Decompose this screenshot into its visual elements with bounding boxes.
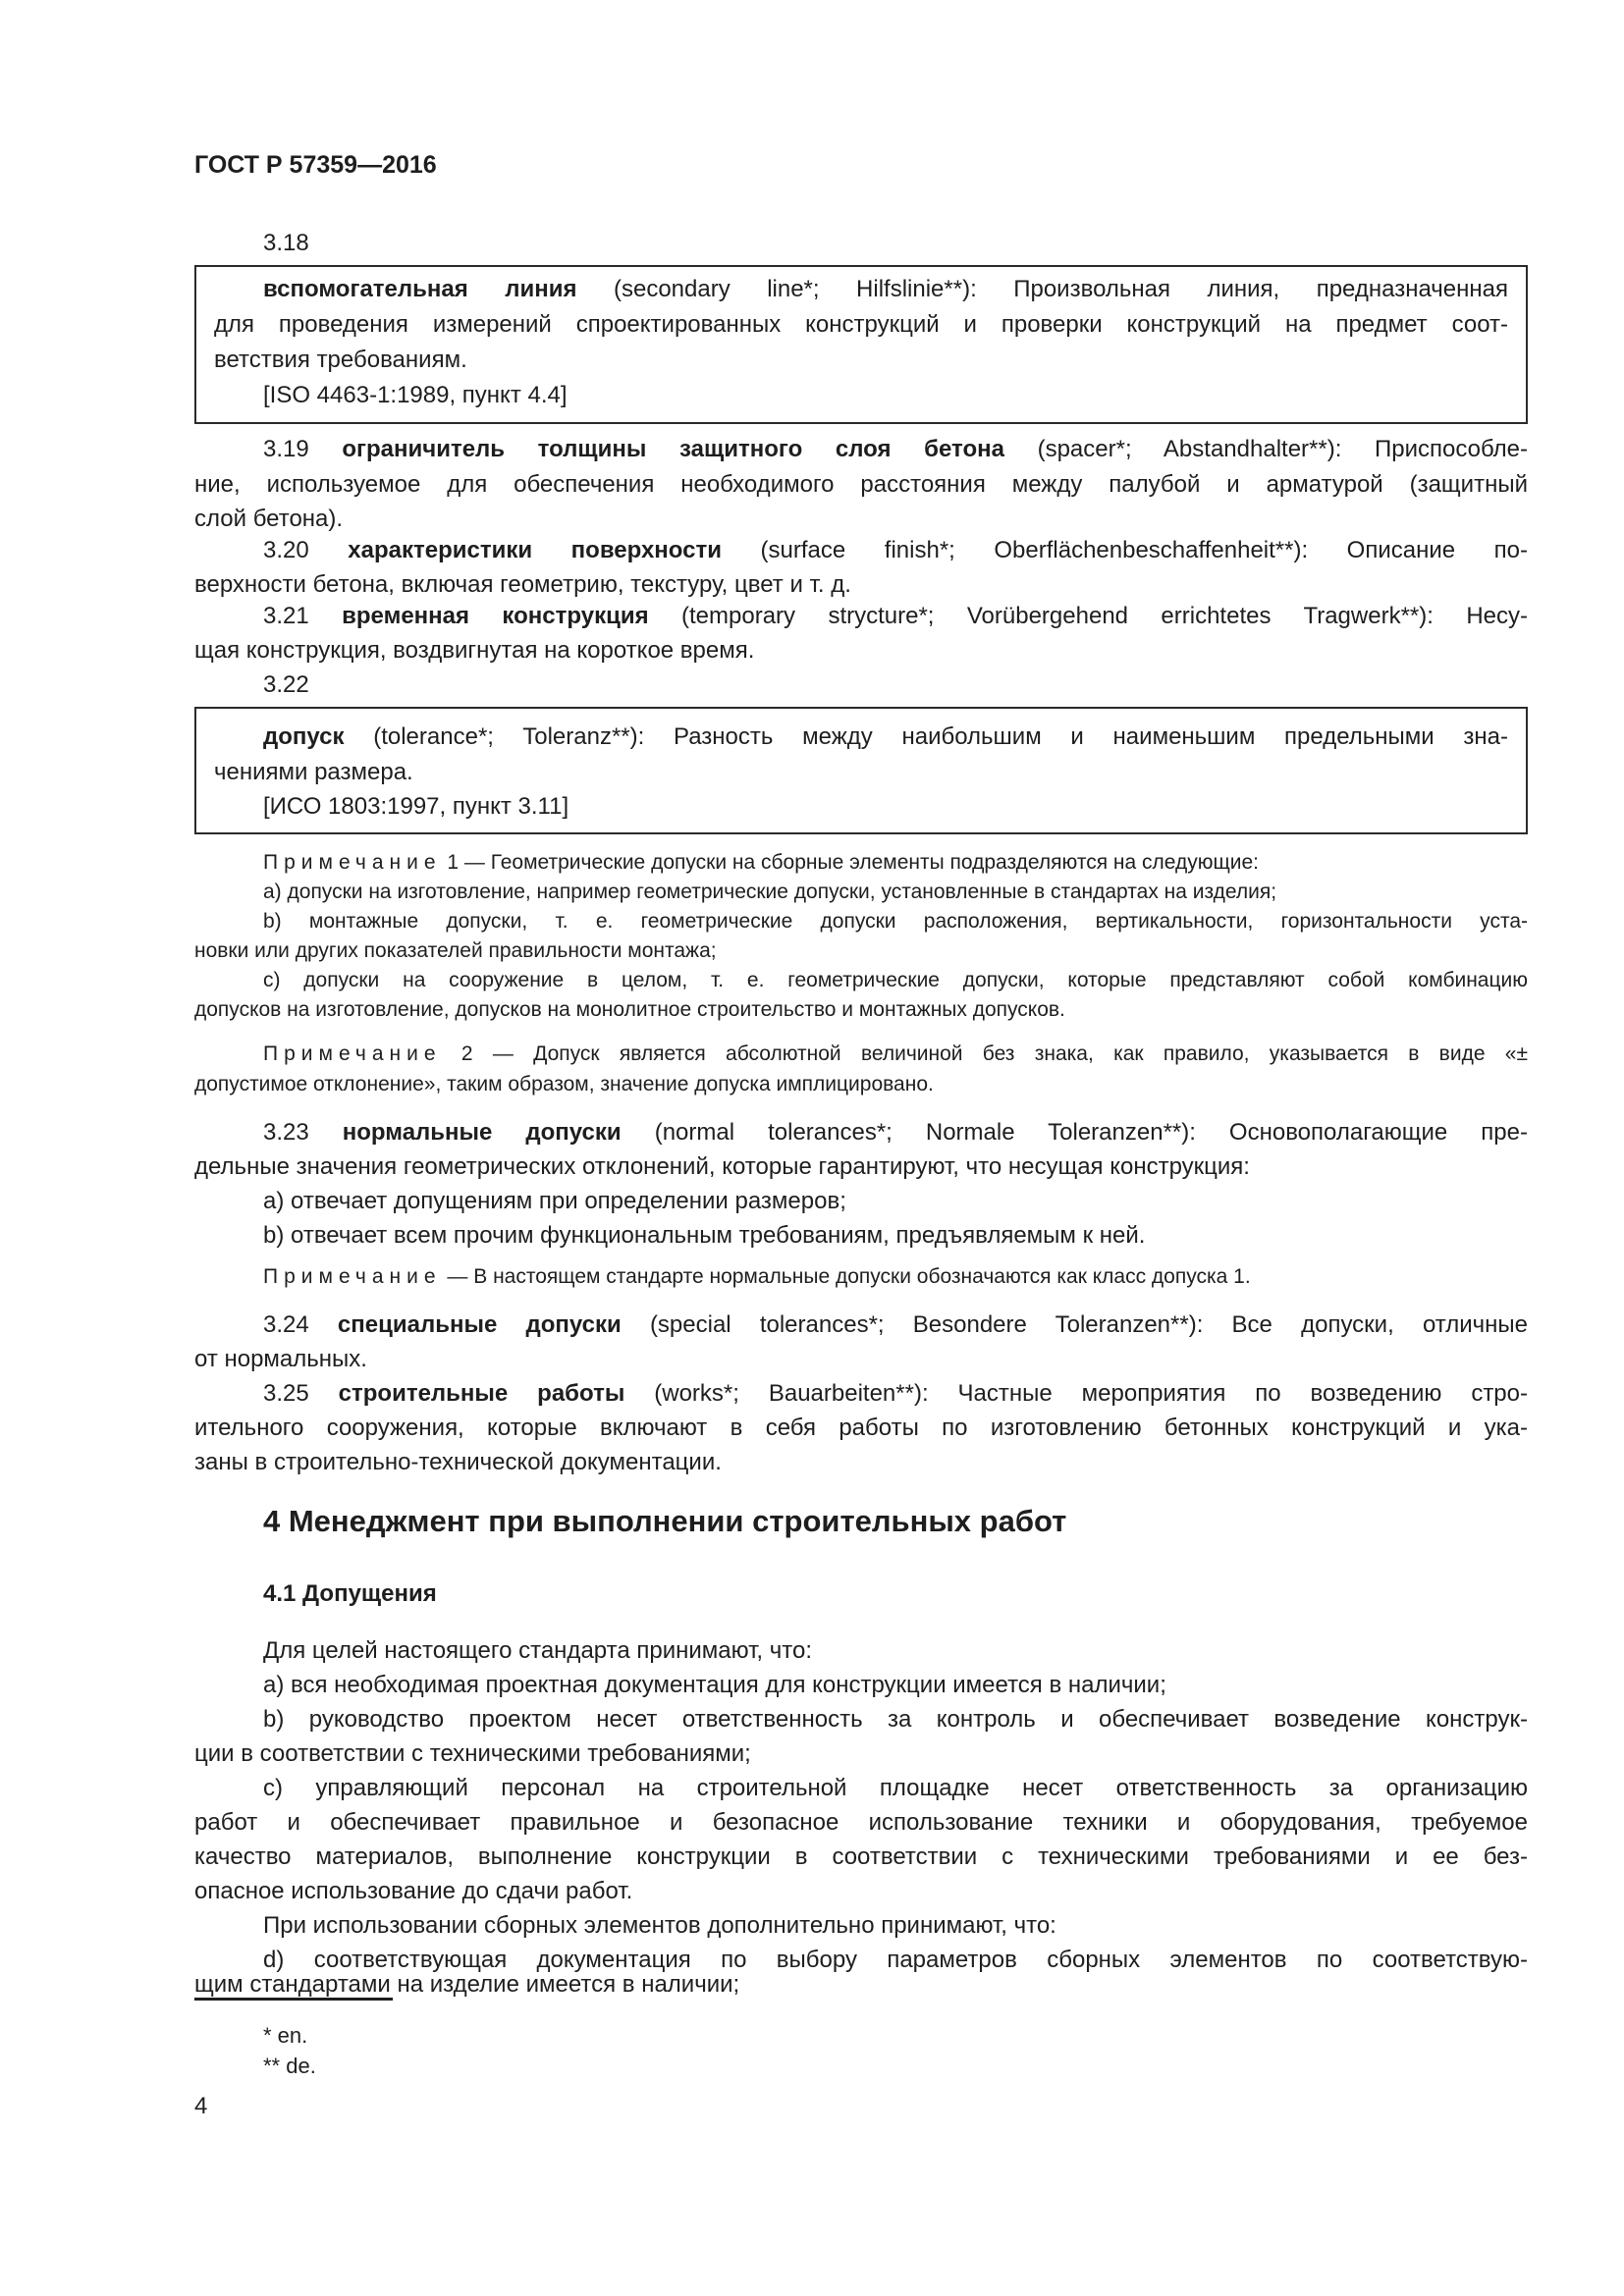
term-3-23-line-1: 3.23 нормальные допуски (normal tolerances*; Normale Toleranzen**): Основополагающие пре- bbox=[263, 1119, 1528, 1146]
note-2-line-2: допустимое отклонение», таким образом, значение допуска имплицировано. bbox=[194, 1073, 934, 1095]
section-4-1-item-c-line-1: c) управляющий персонал на строительной площадке несет ответственность за организацию bbox=[263, 1775, 1528, 1801]
section-4-1-item-d-line-1: d) соответствующая документация по выбору параметров сборных элементов по соответствую- bbox=[263, 1947, 1528, 1973]
term-3-18-reference: [ISO 4463-1:1989, пункт 4.4] bbox=[263, 382, 568, 408]
section-4-1-item-b-line-1: b) руководство проектом несет ответственность за контроль и обеспечивает возведение конструк- bbox=[263, 1706, 1528, 1733]
note-3: Примечание — В настоящем стандарте нормальные допуски обозначаются как класс допуска 1. bbox=[263, 1265, 1251, 1288]
term-3-21-line-1: 3.21 временная конструкция (temporary stryсture*; Vorübergehend errichtetes Tragwerk**): Несу- bbox=[263, 603, 1528, 629]
term-3-20: характеристики поверхности bbox=[348, 537, 722, 563]
note-1-item-c-line-2: допусков на изготовление, допусков на монолитное строительство и монтажных допусков. bbox=[194, 998, 1065, 1021]
term-3-23: нормальные допуски bbox=[342, 1119, 622, 1146]
section-4-1-item-a: a) вся необходимая проектная документация для конструкции имеется в наличии; bbox=[263, 1672, 1166, 1698]
footnote-en: * en. bbox=[263, 2023, 308, 2048]
term-3-23-item-b: b) отвечает всем прочим функциональным требованиям, предъявляемым к ней. bbox=[263, 1222, 1146, 1249]
term-3-25-line-3: заны в строительно-технической документации. bbox=[194, 1449, 722, 1475]
section-4-1-item-b-line-2: ции в соответствии с техническими требованиями; bbox=[194, 1740, 751, 1767]
term-3-24-line-1: 3.24 специальные допуски (special tolerances*; Besondere Toleranzen**): Все допуски, отличные bbox=[263, 1311, 1528, 1338]
section-4-1-intro: Для целей настоящего стандарта принимают, что: bbox=[263, 1637, 812, 1664]
note-1-label: Примечание bbox=[263, 851, 442, 874]
note-2-label: Примечание bbox=[263, 1042, 442, 1065]
term-3-18-line-3: ветствия требованиям. bbox=[214, 347, 467, 373]
term-3-23-line-2: дельные значения геометрических отклонений, которые гарантируют, что несущая конструкция: bbox=[194, 1153, 1250, 1180]
section-4-1-item-c-line-2: работ и обеспечивает правильное и безопасное использование техники и оборудования, требуемое bbox=[194, 1809, 1528, 1836]
section-4-heading: 4 Менеджмент при выполнении строительных работ bbox=[263, 1504, 1067, 1538]
section-4-1-prefab-intro: При использовании сборных элементов дополнительно принимают, что: bbox=[263, 1912, 1056, 1939]
term-3-18-line-1: вспомогательная линия (secondary line*; Hilfslinie**): Произвольная линия, предназначенная bbox=[263, 276, 1508, 302]
term-number-3-18: 3.18 bbox=[263, 230, 309, 256]
footnote-separator bbox=[194, 1998, 393, 2001]
section-4-1-heading: 4.1 Допущения bbox=[263, 1580, 437, 1607]
term-3-25: строительные работы bbox=[338, 1380, 625, 1407]
section-4-1-item-c-line-3: качество материалов, выполнение конструкции в соответствии с техническими требованиями и ее без- bbox=[194, 1843, 1528, 1870]
footnote-de: ** de. bbox=[263, 2054, 316, 2078]
term-3-20-line-1: 3.20 характеристики поверхности (surface finish*; Oberflächenbeschaffenheit**): Описание по- bbox=[263, 537, 1528, 563]
term-3-24-line-2: от нормальных. bbox=[194, 1346, 367, 1372]
term-number-3-22: 3.22 bbox=[263, 671, 309, 698]
term-3-20-line-2: верхности бетона, включая геометрию, текстуру, цвет и т. д. bbox=[194, 571, 851, 598]
term-3-25-line-2: ительного сооружения, которые включают в себя работы по изготовлению бетонных конструкций и ука- bbox=[194, 1415, 1528, 1441]
section-4-1-item-c-line-4: опасное использование до сдачи работ. bbox=[194, 1878, 633, 1904]
document-header: ГОСТ Р 57359—2016 bbox=[194, 151, 437, 179]
term-3-19: ограничитель толщины защитного слоя бетона bbox=[342, 436, 1004, 462]
term-3-18-line-2: для проведения измерений спроектированных конструкций и проверки конструкций на предмет соот- bbox=[214, 311, 1508, 338]
term-3-22-line-2: чениями размера. bbox=[214, 759, 413, 785]
note-3-label: Примечание bbox=[263, 1265, 442, 1288]
term-3-25-line-1: 3.25 строительные работы (works*; Bauarbeiten**): Частные мероприятия по возведению стро- bbox=[263, 1380, 1528, 1407]
term-3-22-line-1: допуск (tolerance*; Toleranz**): Разность между наибольшим и наименьшим предельными зна- bbox=[263, 723, 1508, 750]
term-3-21: временная конструкция bbox=[342, 603, 649, 629]
term-3-21-line-2: щая конструкция, воздвигнутая на короткое время. bbox=[194, 637, 755, 664]
term-3-19-line-3: слой бетона). bbox=[194, 506, 344, 532]
note-1-line-1: Примечание 1 — Геометрические допуски на сборные элементы подразделяются на следующие: bbox=[263, 851, 1260, 874]
term-3-19-line-2: ние, используемое для обеспечения необходимого расстояния между палубой и арматурой (защитный bbox=[194, 471, 1528, 498]
term-3-18: вспомогательная линия bbox=[263, 276, 577, 302]
note-2-line-1: Примечание 2 — Допуск является абсолютной величиной без знака, как правило, указывается в виде «± bbox=[263, 1042, 1528, 1065]
term-3-22: допуск bbox=[263, 723, 345, 750]
note-1-item-b-line-1: b) монтажные допуски, т. е. геометрические допуски расположения, вертикальности, горизонтальности уста- bbox=[263, 910, 1528, 933]
section-4-1-item-d-line-2: щим стандартами на изделие имеется в наличии; bbox=[194, 1971, 740, 1998]
page-number: 4 bbox=[194, 2093, 208, 2119]
term-3-24: специальные допуски bbox=[337, 1311, 622, 1338]
term-3-19-line-1: 3.19 ограничитель толщины защитного слоя бетона (spacer*; Abstandhalter**): Приспособле- bbox=[263, 436, 1528, 462]
term-3-23-item-a: a) отвечает допущениям при определении размеров; bbox=[263, 1188, 846, 1214]
term-3-22-reference: [ИСО 1803:1997, пункт 3.11] bbox=[263, 793, 569, 820]
note-1-item-c-line-1: c) допуски на сооружение в целом, т. е. геометрические допуски, которые представляют собой комбинацию bbox=[263, 969, 1528, 991]
note-1-item-b-line-2: новки или других показателей правильности монтажа; bbox=[194, 939, 717, 962]
note-1-item-a: a) допуски на изготовление, например геометрические допуски, установленные в стандартах на изделия; bbox=[263, 881, 1277, 903]
